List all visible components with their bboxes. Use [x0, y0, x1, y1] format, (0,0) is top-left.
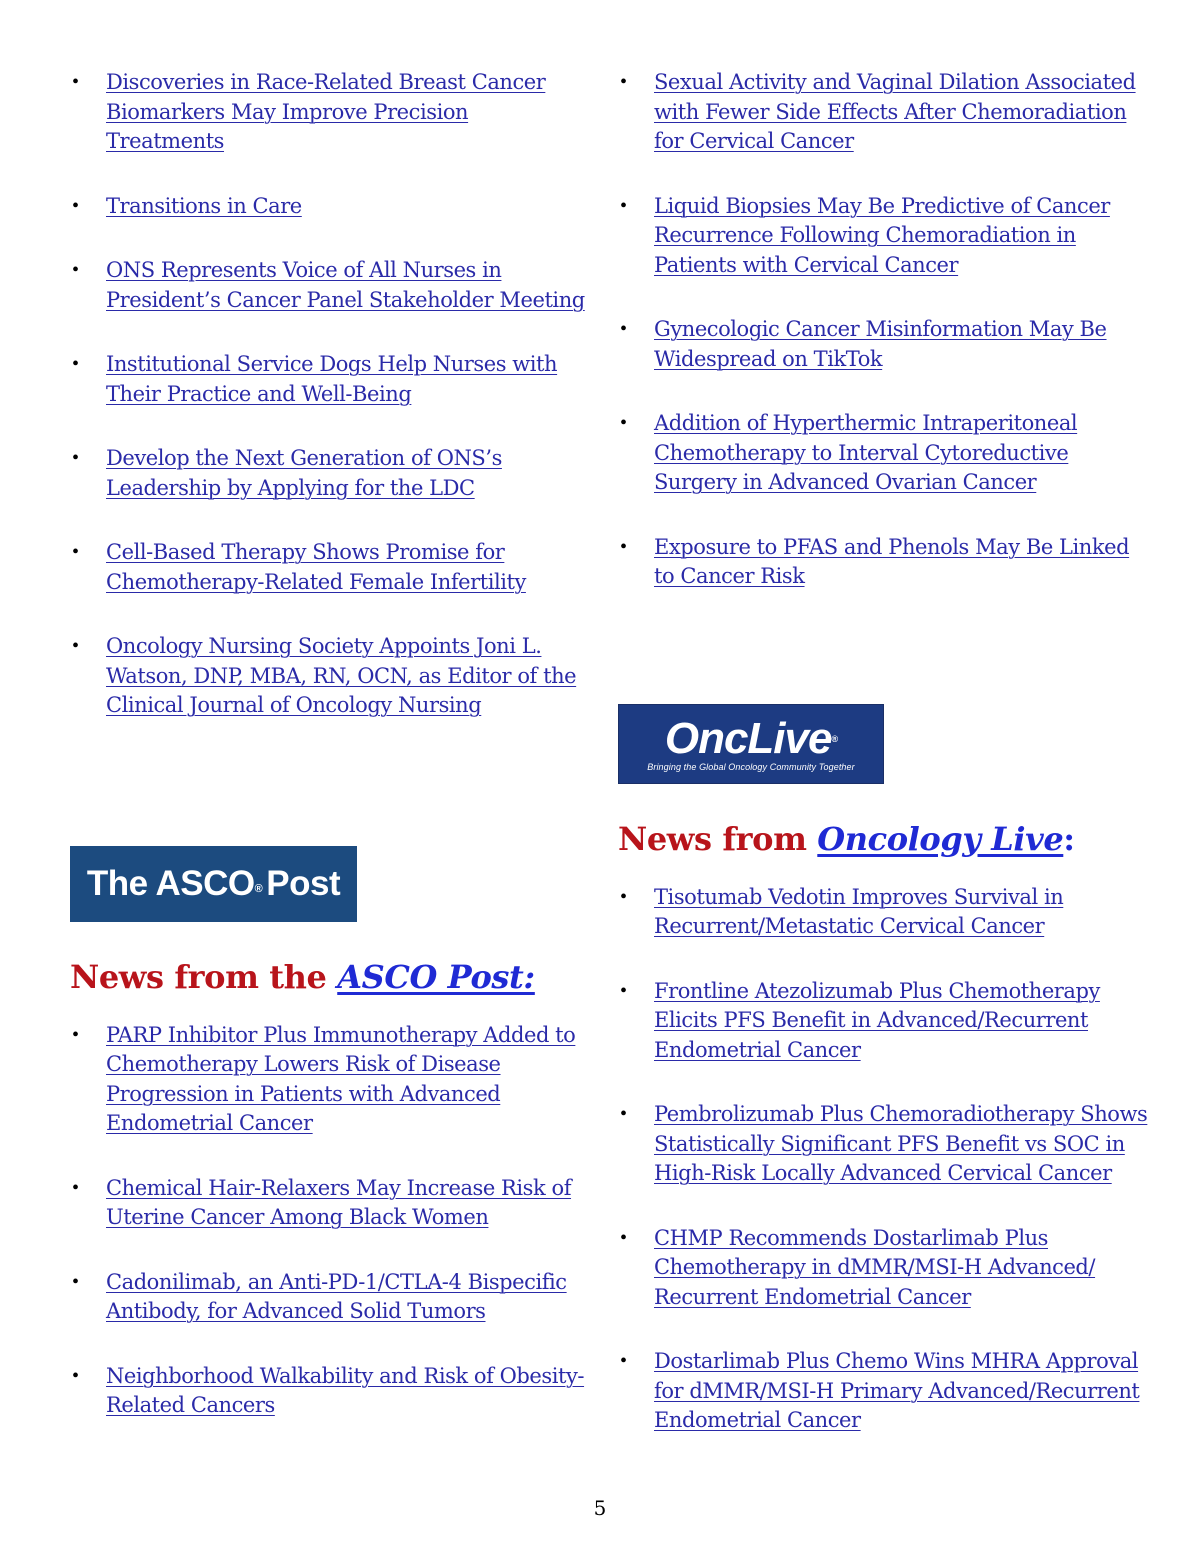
list-item: • CHMP Recommends Dostarlimab Plus Chemotherapy in dMMR/MSI-H Advanced/ Recurrent Endometrial Cancer [620, 1225, 1096, 1309]
onclive-news-list [618, 883, 1148, 1436]
news-link[interactable]: Sexual Activity and Vaginal Dilation Associated with Fewer Side Effects After Chemoradiation for Cervical Cancer [654, 70, 1136, 153]
list-item: • Sexual Activity and Vaginal Dilation Associated with Fewer Side Effects After Chemoradiation for Cervical Cancer [620, 70, 1136, 153]
list-item: • Tisotumab Vedotin Improves Survival in Recurrent/Metastatic Cervical Cancer [620, 884, 1064, 938]
list-item: • ONS Represents Voice of All Nurses in President’s Cancer Panel Stakeholder Meeting [72, 258, 585, 312]
asco-news-list [70, 1021, 590, 1421]
news-link[interactable]: Chemical Hair-Relaxers May Increase Risk of Uterine Cancer Among Black Women [106, 1175, 572, 1229]
news-link[interactable]: Gynecologic Cancer Misinformation May Be Widespread on TikTok [654, 317, 1107, 371]
onclive-logo: OncLive® Bringing the Global Oncology Community Together [618, 704, 884, 784]
news-link[interactable]: Dostarlimab Plus Chemo Wins MHRA Approval for dMMR/MSI-H Primary Advanced/Recurrent Endometrial Cancer [654, 1349, 1140, 1432]
news-link[interactable]: PARP Inhibitor Plus Immunotherapy Added to Chemotherapy Lowers Risk of Disease Progression in Patients with Advanced Endometrial Cancer [106, 1022, 576, 1135]
list-item: • Discoveries in Race-Related Breast Cancer Biomarkers May Improve Precision Treatments [72, 70, 546, 153]
asco-post-logo: The ASCO ® Post [70, 846, 357, 922]
news-link[interactable]: Cell-Based Therapy Shows Promise for Chemotherapy-Related Female Infertility [106, 540, 526, 594]
list-item: • Institutional Service Dogs Help Nurses with Their Practice and Well-Being [72, 352, 558, 406]
list-item: • Exposure to PFAS and Phenols May Be Linked to Cancer Risk [620, 534, 1130, 588]
asco-section-heading: News from the ASCO Post: [70, 957, 535, 996]
list-item: • Frontline Atezolizumab Plus Chemotherapy Elicits PFS Benefit in Advanced/Recurrent Endometrial Cancer [620, 978, 1100, 1062]
news-link[interactable]: Cadonilimab, an Anti-PD-1/CTLA-4 Bispecific Antibody, for Advanced Solid Tumors [106, 1269, 567, 1323]
news-link[interactable]: Neighborhood Walkability and Risk of Obesity-Related Cancers [106, 1363, 585, 1417]
news-link[interactable]: Institutional Service Dogs Help Nurses with Their Practice and Well-Being [106, 352, 558, 406]
list-item: • Gynecologic Cancer Misinformation May Be Widespread on TikTok [620, 317, 1107, 371]
right-column [618, 68, 1148, 1471]
news-link[interactable]: ONS Represents Voice of All Nurses in President’s Cancer Panel Stakeholder Meeting [106, 258, 585, 312]
news-link[interactable]: Pembrolizumab Plus Chemoradiotherapy Shows Statistically Significant PFS Benefit vs SOC in High-Risk Locally Advanced Cervical Cancer [654, 1102, 1148, 1185]
oncology-live-link[interactable]: Oncology Live [817, 819, 1064, 858]
news-link[interactable]: Transitions in Care [106, 193, 302, 218]
news-link[interactable]: Exposure to PFAS and Phenols May Be Linked to Cancer Risk [654, 534, 1130, 588]
list-item: • Neighborhood Walkability and Risk of Obesity-Related Cancers [72, 1363, 585, 1417]
news-link[interactable]: Discoveries in Race-Related Breast Cancer Biomarkers May Improve Precision Treatments [106, 70, 546, 153]
list-item: • Pembrolizumab Plus Chemoradiotherapy Shows Statistically Significant PFS Benefit vs SOC in High-Risk Locally Advanced Cervical Cancer [620, 1102, 1148, 1185]
list-item: • Transitions in Care [72, 193, 302, 218]
news-link[interactable]: Addition of Hyperthermic Intraperitoneal Chemotherapy to Interval Cytoreductive Surgery in Advanced Ovarian Cancer [654, 411, 1078, 494]
list-item: • Addition of Hyperthermic Intraperitoneal Chemotherapy to Interval Cytoreductive Surgery in Advanced Ovarian Cancer [620, 411, 1078, 494]
news-link[interactable]: Liquid Biopsies May Be Predictive of Cancer Recurrence Following Chemoradiation in Patients with Cervical Cancer [654, 193, 1110, 277]
list-item: • Develop the Next Generation of ONS’s Leadership by Applying for the LDC [72, 446, 502, 500]
list-item: • Chemical Hair-Relaxers May Increase Risk of Uterine Cancer Among Black Women [72, 1175, 572, 1229]
news-link[interactable]: Oncology Nursing Society Appoints Joni L. Watson, DNP, MBA, RN, OCN, as Editor of the Clinical Journal of Oncology Nursing [106, 634, 577, 717]
news-link[interactable]: CHMP Recommends Dostarlimab Plus Chemotherapy in dMMR/MSI-H Advanced/ Recurrent Endometrial Cancer [654, 1225, 1096, 1309]
news-link[interactable]: Frontline Atezolizumab Plus Chemotherapy Elicits PFS Benefit in Advanced/Recurrent Endometrial Cancer [654, 978, 1100, 1062]
news-link[interactable]: Develop the Next Generation of ONS’s Leadership by Applying for the LDC [106, 446, 502, 500]
page-number: 5 [593, 1496, 607, 1520]
list-item: • Cell-Based Therapy Shows Promise for Chemotherapy-Related Female Infertility [72, 540, 526, 594]
list-item: • PARP Inhibitor Plus Immunotherapy Added to Chemotherapy Lowers Risk of Disease Progression in Patients with Advanced Endometrial Cancer [72, 1022, 576, 1135]
asco-post-link[interactable]: ASCO Post: [337, 957, 535, 996]
ons-news-list [70, 68, 590, 721]
left-column [70, 68, 590, 1456]
gyn-news-list [618, 68, 1148, 592]
list-item: • Oncology Nursing Society Appoints Joni L. Watson, DNP, MBA, RN, OCN, as Editor of the Clinical Journal of Oncology Nursing [72, 634, 577, 717]
list-item: • Dostarlimab Plus Chemo Wins MHRA Approval for dMMR/MSI-H Primary Advanced/Recurrent Endometrial Cancer [620, 1349, 1140, 1432]
list-item: • Liquid Biopsies May Be Predictive of Cancer Recurrence Following Chemoradiation in Patients with Cervical Cancer [620, 193, 1110, 277]
onclive-section-heading: News from Oncology Live: [618, 819, 1075, 858]
list-item: • Cadonilimab, an Anti-PD-1/CTLA-4 Bispecific Antibody, for Advanced Solid Tumors [72, 1269, 567, 1323]
news-link[interactable]: Tisotumab Vedotin Improves Survival in Recurrent/Metastatic Cervical Cancer [654, 884, 1064, 938]
